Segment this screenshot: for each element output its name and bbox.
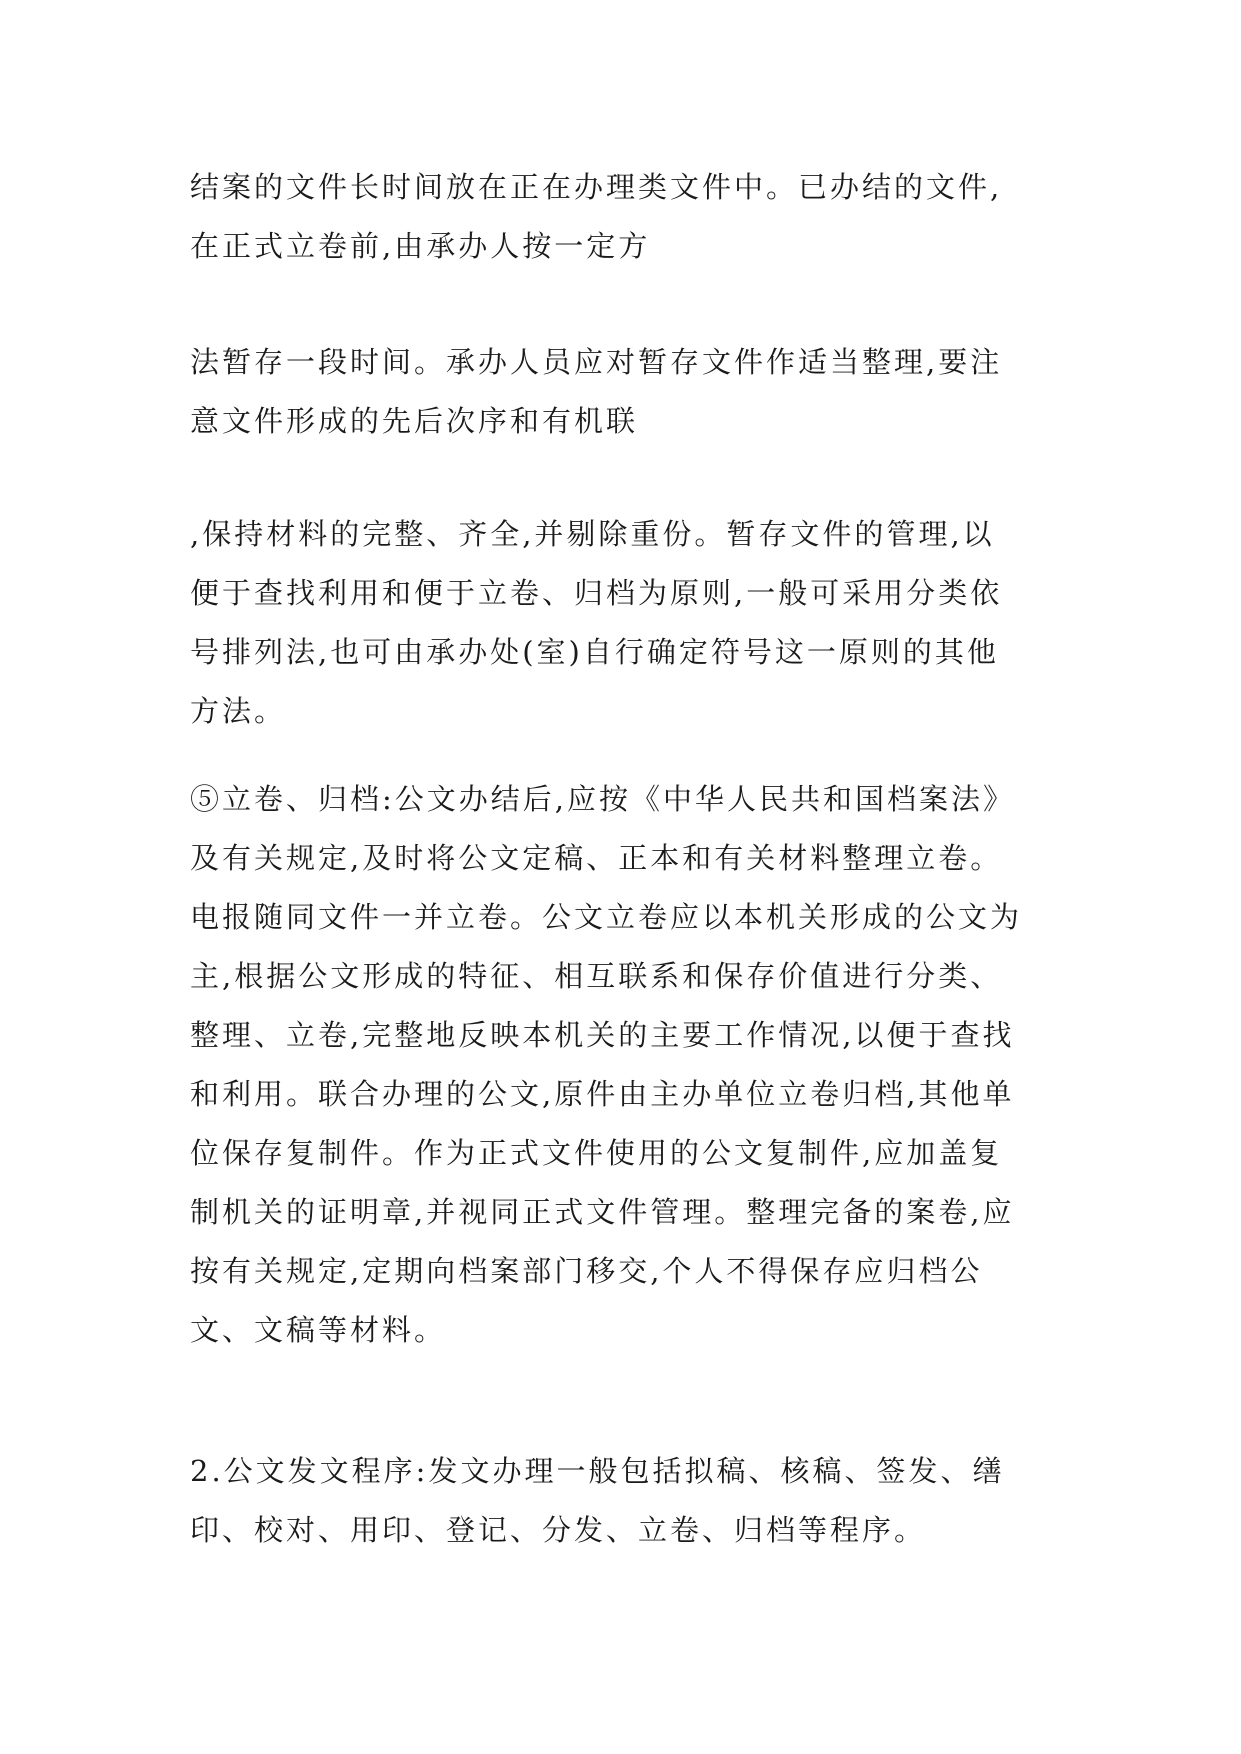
text-line: 方法。 <box>190 694 287 728</box>
text-line: ⑤立卷、归档:公文办结后,应按《中华人民共和国档案法》 <box>190 782 1015 816</box>
text-line: 按有关规定,定期向档案部门移交,个人不得保存应归档公 <box>190 1254 983 1288</box>
text-line: 2.公文发文程序:发文办理一般包括拟稿、核稿、签发、缮 <box>190 1454 1005 1488</box>
text-line: 号排列法,也可由承办处(室)自行确定符号这一原则的其他 <box>190 635 999 669</box>
text-line: 及有关规定,及时将公文定稿、正本和有关材料整理立卷。 <box>190 841 1003 875</box>
text-line: 主,根据公文形成的特征、相互联系和保存价值进行分类、 <box>190 959 1003 993</box>
paragraph-5 <box>190 1442 1060 1560</box>
text-line: 结案的文件长时间放在正在办理类文件中。已办结的文件, <box>190 170 1003 204</box>
text-line: 整理、立卷,完整地反映本机关的主要工作情况,以便于查找 <box>190 1018 1015 1052</box>
text-line: 印、校对、用印、登记、分发、立卷、归档等程序。 <box>190 1513 927 1547</box>
text-line: 在正式立卷前,由承办人按一定方 <box>190 229 651 263</box>
text-line: 制机关的证明章,并视同正式文件管理。整理完备的案卷,应 <box>190 1195 1015 1229</box>
text-line: 文、文稿等材料。 <box>190 1313 447 1347</box>
paragraph-4 <box>190 770 1060 1360</box>
text-line: ,保持材料的完整、齐全,并剔除重份。暂存文件的管理,以 <box>190 517 995 551</box>
text-line: 法暂存一段时间。承办人员应对暂存文件作适当整理,要注 <box>190 345 1003 379</box>
text-line: 便于查找利用和便于立卷、归档为原则,一般可采用分类依 <box>190 576 1003 610</box>
text-line: 和利用。联合办理的公文,原件由主办单位立卷归档,其他单 <box>190 1077 1015 1111</box>
paragraph-2 <box>190 333 1060 451</box>
text-line: 电报随同文件一并立卷。公文立卷应以本机关形成的公文为 <box>190 900 1023 934</box>
text-line: 意文件形成的先后次序和有机联 <box>190 404 639 438</box>
text-line: 位保存复制件。作为正式文件使用的公文复制件,应加盖复 <box>190 1136 1003 1170</box>
paragraph-3 <box>190 505 1060 741</box>
paragraph-1 <box>190 158 1060 276</box>
